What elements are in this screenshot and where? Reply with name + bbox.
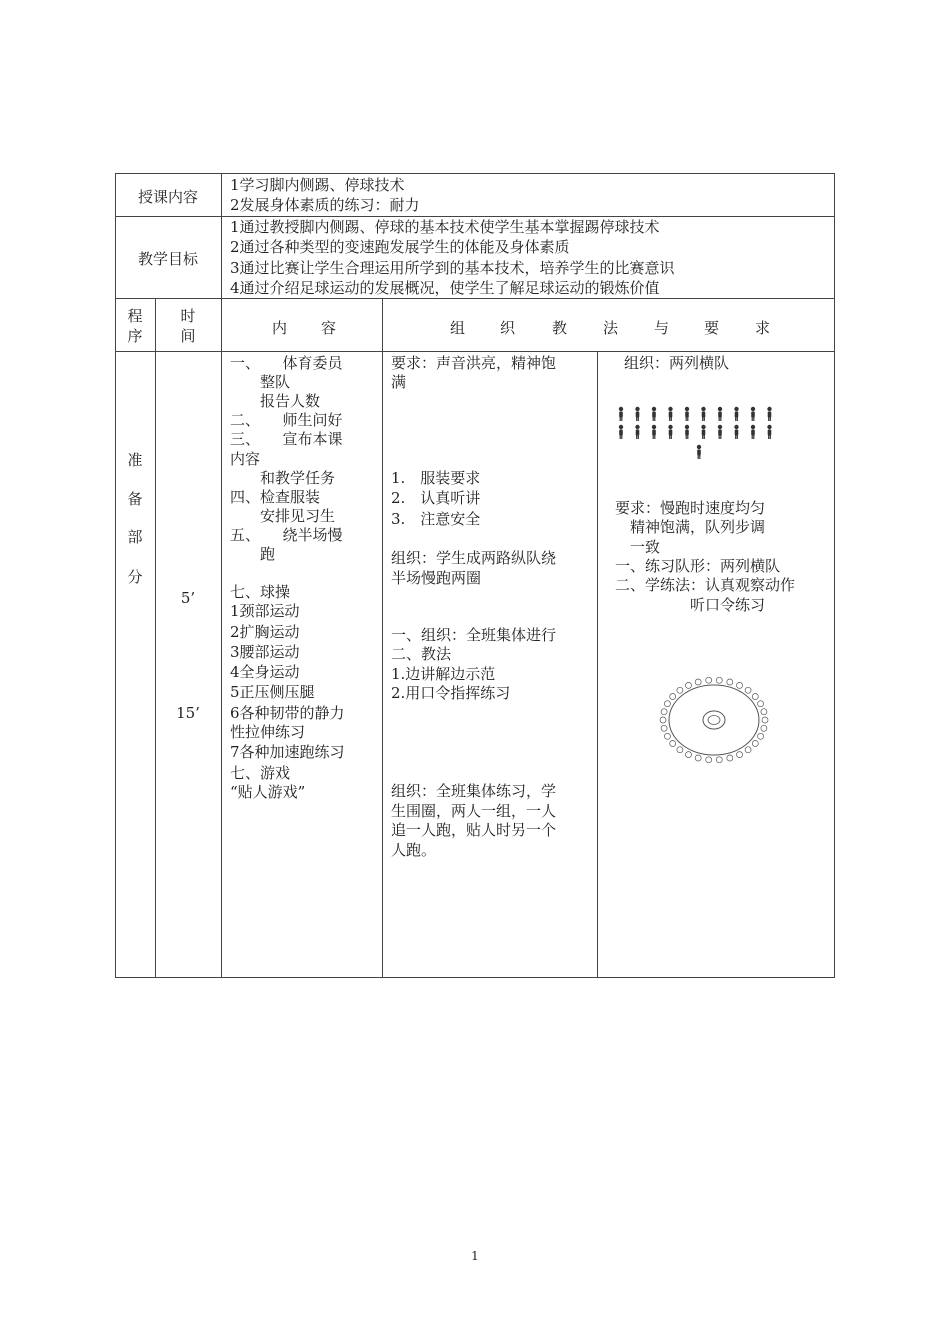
student-marker xyxy=(670,741,676,747)
student-marker xyxy=(686,682,692,688)
content-line: 性拉伸练习 xyxy=(230,723,306,741)
content-line: “贴人游戏” xyxy=(230,783,306,801)
person-icon xyxy=(619,407,623,421)
content-line: 安排见习生 xyxy=(230,507,336,525)
table-col-divider xyxy=(221,173,222,978)
student-marker xyxy=(695,755,701,761)
content-line: 三、 宣布本课 xyxy=(230,430,343,448)
content-line: 3腰部运动 xyxy=(230,643,300,661)
page-number: 1 xyxy=(471,1249,479,1263)
method-organization: 2.用口令指挥练习 xyxy=(391,684,511,702)
person-icon xyxy=(685,407,689,421)
method-requirement: 满 xyxy=(391,373,407,391)
content-line: 1颈部运动 xyxy=(230,602,300,620)
person-icon xyxy=(767,407,771,421)
method-item: 3. 注意安全 xyxy=(391,510,481,528)
section-char: 备 xyxy=(127,490,143,508)
method-requirement: 精神饱满，队列步调 xyxy=(615,518,766,536)
method-organization: 追一人跑，贴人时另一个 xyxy=(391,821,557,839)
person-icon xyxy=(734,407,738,421)
header-method: 法 xyxy=(603,319,619,337)
header-procedure: 序 xyxy=(127,327,143,345)
student-marker xyxy=(752,741,758,747)
table-row-divider xyxy=(115,351,835,352)
lesson-line: 1学习脚内侧踢、停球技术 xyxy=(230,176,405,194)
student-marker xyxy=(727,755,733,761)
person-icon xyxy=(697,445,701,459)
student-marker xyxy=(727,679,733,685)
formation-label: 组织：两列横队 xyxy=(624,354,730,372)
header-method: 教 xyxy=(552,319,568,337)
table-border-right xyxy=(834,173,835,978)
header-method: 织 xyxy=(500,319,516,337)
student-marker xyxy=(745,747,751,753)
content-line: 报告人数 xyxy=(230,392,321,410)
header-method: 与 xyxy=(654,319,670,337)
content-line: 内容 xyxy=(230,450,261,468)
student-marker xyxy=(706,677,712,683)
method-organization: 人跑。 xyxy=(391,841,437,859)
student-marker xyxy=(664,733,670,739)
table-row-divider xyxy=(115,298,835,299)
person-icon xyxy=(668,407,672,421)
student-marker xyxy=(758,733,764,739)
method-requirement: 要求：声音洪亮，精神饱 xyxy=(391,354,557,372)
person-icon xyxy=(635,407,639,421)
person-icon xyxy=(701,407,705,421)
objective-line: 2通过各种类型的变速跑发展学生的体能及身体素质 xyxy=(230,238,570,256)
method-requirement: 二、学练法：认真观察动作 xyxy=(615,576,796,594)
method-organization: 组织：全班集体练习，学 xyxy=(391,782,557,800)
person-icon xyxy=(767,425,771,439)
student-marker xyxy=(752,694,758,700)
student-marker xyxy=(761,709,767,715)
header-method: 组 xyxy=(450,319,466,337)
objectives-label: 教学目标 xyxy=(137,250,198,268)
student-marker xyxy=(737,752,743,758)
method-requirement: 听口令练习 xyxy=(615,596,766,614)
circle-formation-diagram xyxy=(657,674,772,769)
table-col-divider xyxy=(382,298,383,978)
student-marker xyxy=(761,725,767,731)
student-marker xyxy=(737,682,743,688)
person-icon xyxy=(718,425,722,439)
person-icon xyxy=(635,425,639,439)
table-border-top xyxy=(115,173,835,174)
two-row-formation-diagram xyxy=(617,406,782,461)
person-icon xyxy=(685,425,689,439)
content-line: 6各种韧带的静力 xyxy=(230,704,345,722)
table-col-divider xyxy=(597,351,598,978)
student-marker xyxy=(670,694,676,700)
method-organization: 半场慢跑两圈 xyxy=(391,569,482,587)
content-line: 整队 xyxy=(230,373,291,391)
person-icon xyxy=(718,407,722,421)
method-organization: 1.边讲解边示范 xyxy=(391,665,496,683)
header-procedure: 程 xyxy=(127,307,143,325)
person-icon xyxy=(619,425,623,439)
student-marker xyxy=(716,677,722,683)
person-icon xyxy=(751,407,755,421)
student-marker xyxy=(695,679,701,685)
person-icon xyxy=(751,425,755,439)
lesson-label: 授课内容 xyxy=(137,188,198,206)
student-marker xyxy=(745,687,751,693)
table-border-bottom xyxy=(115,977,835,978)
method-requirement: 要求：慢跑时速度均匀 xyxy=(615,499,766,517)
student-marker xyxy=(677,687,683,693)
content-line: 二、 师生问好 xyxy=(230,411,343,429)
student-marker xyxy=(686,752,692,758)
student-marker xyxy=(716,757,722,763)
table-col-divider xyxy=(155,298,156,978)
student-marker xyxy=(677,747,683,753)
method-organization: 组织：学生成两路纵队绕 xyxy=(391,549,557,567)
content-line: 7各种加速跑练习 xyxy=(230,743,345,761)
content-line: 跑 xyxy=(230,545,276,563)
header-method: 要 xyxy=(704,319,720,337)
content-line: 5正压侧压腿 xyxy=(230,683,315,701)
content-line: 2扩胸运动 xyxy=(230,623,300,641)
section-char: 分 xyxy=(127,568,143,586)
section-char: 准 xyxy=(127,451,143,469)
content-line: 七、游戏 xyxy=(230,764,291,782)
header-method: 求 xyxy=(755,319,771,337)
header-content: 容 xyxy=(321,319,337,337)
method-requirement: 一、练习队形：两列横队 xyxy=(615,557,781,575)
objective-line: 1通过教授脚内侧踢、停球的基本技术使学生基本掌握踢停球技术 xyxy=(230,218,660,236)
lesson-line: 2发展身体素质的练习：耐力 xyxy=(230,196,420,214)
header-content: 内 xyxy=(272,319,288,337)
method-organization: 生围圈，两人一组，一人 xyxy=(391,802,557,820)
header-time: 间 xyxy=(180,327,196,345)
person-icon xyxy=(701,425,705,439)
time-value: 5’ xyxy=(180,589,196,607)
content-line: 和教学任务 xyxy=(230,469,336,487)
student-marker xyxy=(661,709,667,715)
student-marker xyxy=(664,701,670,707)
method-requirement: 一致 xyxy=(615,538,661,556)
content-line: 五、 绕半场慢 xyxy=(230,526,343,544)
person-icon xyxy=(668,425,672,439)
header-time: 时 xyxy=(180,307,196,325)
method-organization: 一、组织：全班集体进行 xyxy=(391,626,557,644)
method-item: 1. 服装要求 xyxy=(391,469,481,487)
student-marker xyxy=(758,701,764,707)
method-organization: 二、教法 xyxy=(391,645,452,663)
person-icon xyxy=(734,425,738,439)
method-item: 2. 认真听讲 xyxy=(391,489,481,507)
student-marker xyxy=(661,725,667,731)
student-marker xyxy=(660,717,666,723)
section-char: 部 xyxy=(127,528,143,546)
content-line: 七、球操 xyxy=(230,583,291,601)
content-line: 一、 体育委员 xyxy=(230,354,343,372)
objective-line: 3通过比赛让学生合理运用所学到的基本技术，培养学生的比赛意识 xyxy=(230,259,675,277)
student-marker xyxy=(706,757,712,763)
person-icon xyxy=(652,407,656,421)
time-value: 15’ xyxy=(176,704,200,722)
objective-line: 4通过介绍足球运动的发展概况，使学生了解足球运动的锻炼价值 xyxy=(230,279,660,297)
student-marker xyxy=(762,717,768,723)
person-icon xyxy=(652,425,656,439)
content-line: 四、检查服装 xyxy=(230,488,321,506)
content-line: 4全身运动 xyxy=(230,663,300,681)
